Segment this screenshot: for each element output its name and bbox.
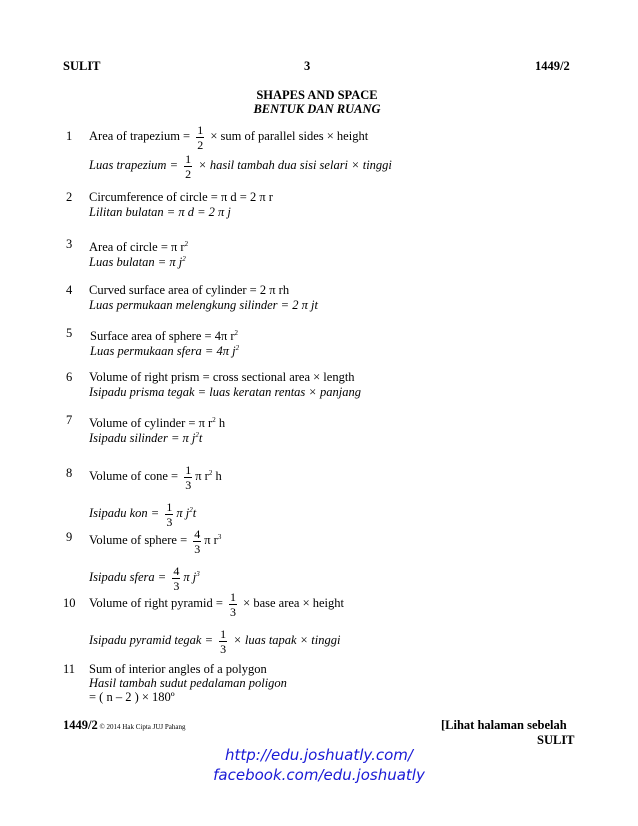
fraction: $\frac{1}{3}$ bbox=[166, 499, 173, 529]
footer-code: 1449/2 © 2014 Hak Cipta JUJ Pahang bbox=[63, 718, 186, 732]
header-right: 1449/2 bbox=[535, 59, 570, 73]
formula-7-my: Isipadu silinder = π $j^2t$ bbox=[89, 431, 203, 446]
header-left: SULIT bbox=[63, 59, 101, 73]
formula-9-en: Volume of sphere = $\frac{4}{3}$ π $r^3$ bbox=[89, 526, 222, 556]
formula-10-my: Isipadu pyramid tegak = $\frac{1}{3}$ × luas tapak × tinggi bbox=[89, 626, 341, 656]
formula-number: 7 bbox=[66, 413, 73, 427]
formula-5-en: Surface area of sphere = 4π $r^2$ bbox=[90, 329, 239, 344]
formula-11-en: Sum of interior angles of a polygon bbox=[89, 662, 267, 676]
formula-number: 8 bbox=[66, 466, 73, 480]
formula-1-my: Luas trapezium = $\frac{1}{2}$ × hasil tambah dua sisi selari × tinggi bbox=[89, 151, 392, 181]
formula-number: 5 bbox=[66, 326, 73, 340]
fraction: $\frac{1}{3}$ bbox=[185, 462, 192, 492]
formula-number: 3 bbox=[66, 237, 73, 251]
fraction: $\frac{1}{2}$ bbox=[185, 151, 192, 181]
formula-10-en: Volume of right pyramid = $\frac{1}{3}$ × base area × height bbox=[89, 589, 345, 619]
formula-4-en: Curved surface area of cylinder = 2 π rh bbox=[89, 283, 290, 297]
formula-number: 4 bbox=[66, 283, 73, 297]
page-subtitle: BENTUK DAN RUANG bbox=[253, 102, 381, 116]
formula-8-my: Isipadu kon = $\frac{1}{3}$ π $j^2t$ bbox=[89, 499, 197, 529]
formula-9-my: Isipadu sfera = $\frac{4}{3}$ π $j^3$ bbox=[89, 563, 200, 593]
formula-2-en: Circumference of circle = π d = 2 π r bbox=[89, 190, 273, 204]
formula-11-my: Hasil tambah sudut pedalaman poligon bbox=[89, 676, 287, 690]
page-title: SHAPES AND SPACE bbox=[256, 88, 378, 102]
formula-3-my: Luas bulatan = π $j^2$ bbox=[89, 255, 186, 270]
fraction: $\frac{1}{3}$ bbox=[220, 626, 227, 656]
formula-8-en: Volume of cone = $\frac{1}{3}$ π $r^2$ h bbox=[89, 462, 222, 492]
page-number: 3 bbox=[304, 59, 311, 73]
fraction: $\frac{4}{3}$ bbox=[173, 563, 180, 593]
formula-7-en: Volume of cylinder = π $r^2$ h bbox=[89, 416, 226, 431]
fraction: $\frac{1}{2}$ bbox=[197, 122, 204, 152]
formula-2-my: Lilitan bulatan = π d = 2 π j bbox=[89, 205, 231, 219]
facebook-link[interactable]: facebook.com/edu.joshuatly bbox=[213, 766, 425, 784]
formula-number: 10 bbox=[63, 596, 76, 610]
formula-6-my: Isipadu prisma tegak = luas keratan rentas × panjang bbox=[89, 385, 361, 399]
formula-5-my: Luas permukaan sfera = 4π $j^2$ bbox=[90, 344, 240, 359]
formula-number: 2 bbox=[66, 190, 73, 204]
formula-number: 9 bbox=[66, 530, 73, 544]
copyright: © 2014 Hak Cipta JUJ Pahang bbox=[97, 723, 186, 731]
footer-next-page: [Lihat halaman sebelah bbox=[441, 718, 567, 732]
formula-number: 11 bbox=[63, 662, 76, 676]
formula-3-en: Area of circle = π $r^2$ bbox=[89, 240, 189, 255]
formula-6-en: Volume of right prism = cross sectional area × length bbox=[89, 370, 355, 384]
formula-number: 6 bbox=[66, 370, 73, 384]
fraction: $\frac{4}{3}$ bbox=[194, 526, 201, 556]
formula-11-eq: = ( n – 2 ) × 180º bbox=[89, 690, 175, 704]
formula-4-my: Luas permukaan melengkung silinder = 2 π jt bbox=[89, 298, 318, 312]
footer-sulit: SULIT bbox=[537, 733, 575, 747]
formula-number: 1 bbox=[66, 129, 73, 143]
website-link[interactable]: http://edu.joshuatly.com/ bbox=[225, 746, 413, 764]
formula-1-en: Area of trapezium = $\frac{1}{2}$ × sum of parallel sides × height bbox=[89, 122, 369, 152]
fraction: $\frac{1}{3}$ bbox=[230, 589, 237, 619]
